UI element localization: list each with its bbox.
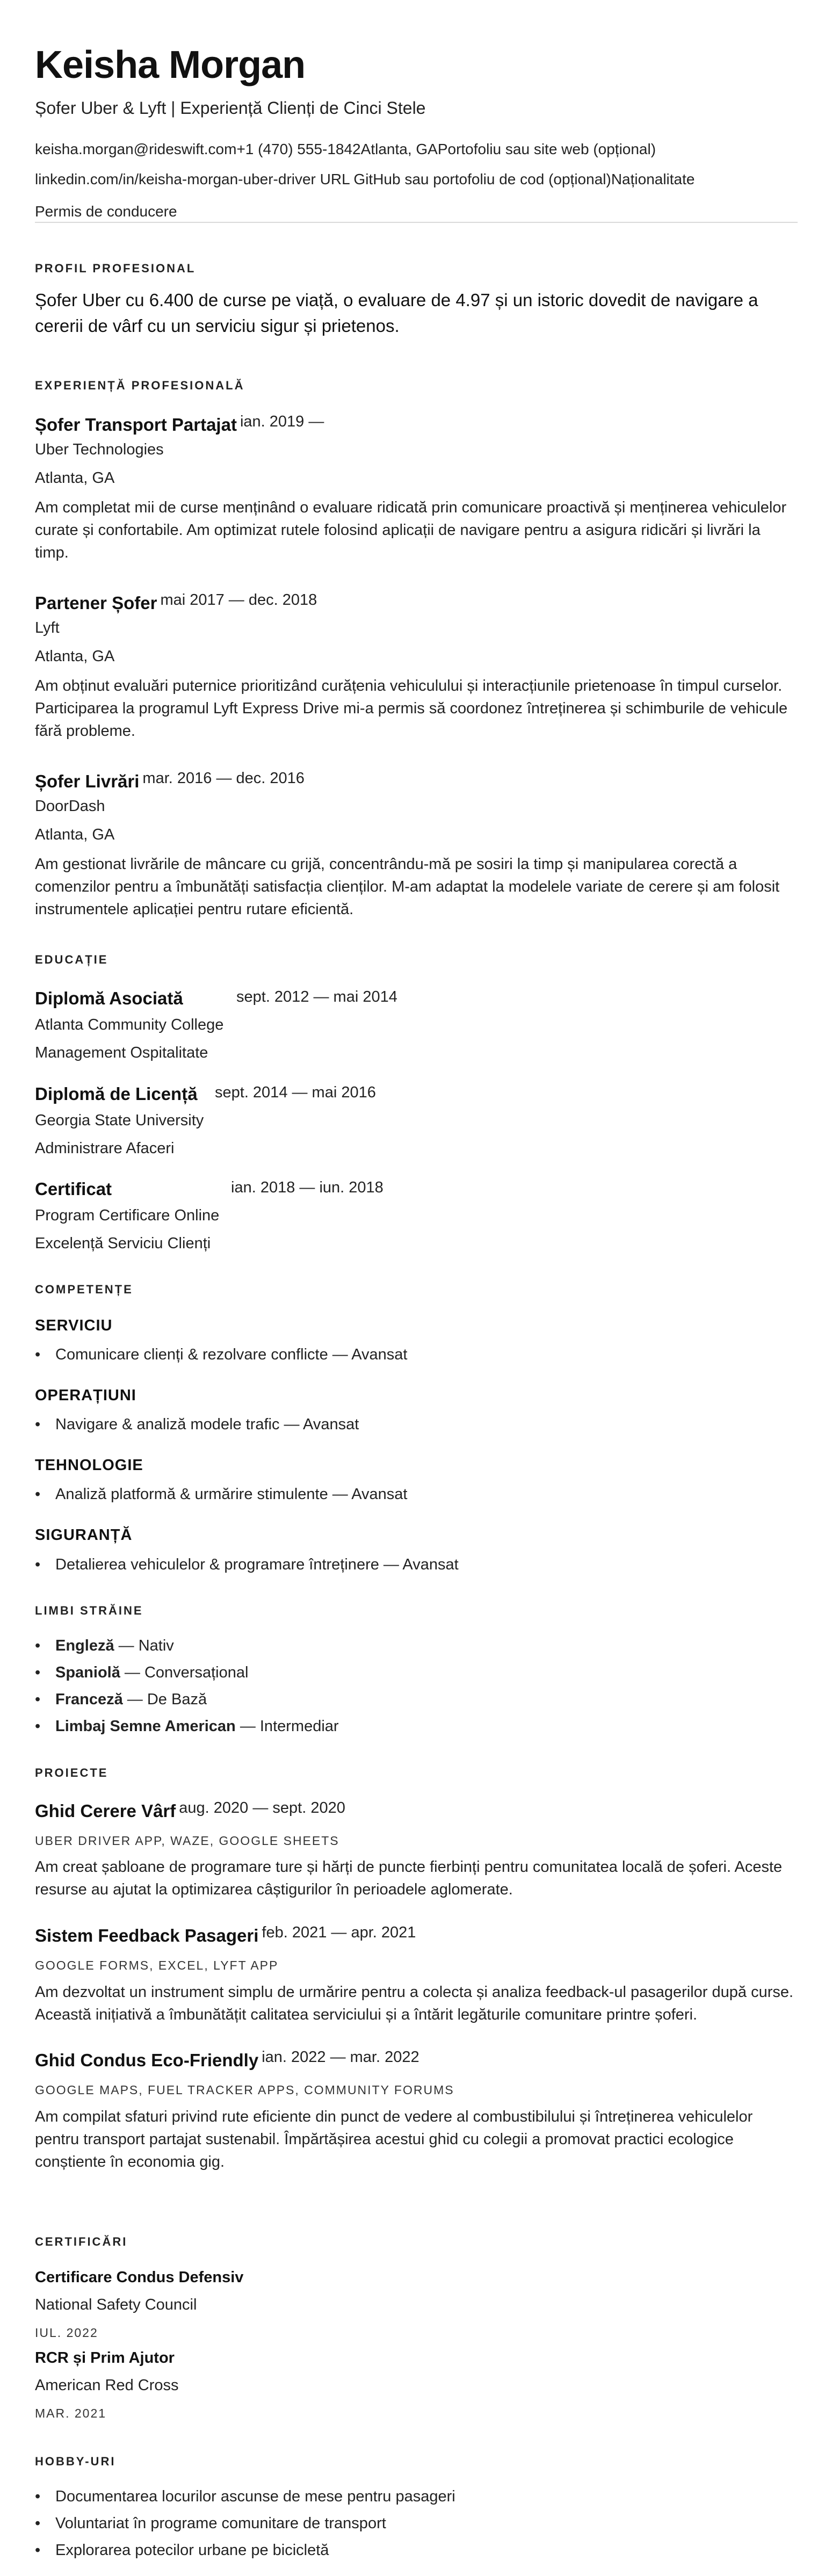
job-description: Am completat mii de curse menținând o evaluare ridicată prin comunicare proactivă și menținerea vehiculelor curate și confortabile. Am optimizat rutele folosind aplicații de navigare pentru a asigura ridicări și livrări la timp. [35, 499, 787, 561]
languages-section-title: LIMBI STRĂINE [35, 1604, 143, 1617]
experience-item-title [35, 771, 305, 792]
hobby-item: • Voluntariat în programe comunitare de transport [55, 2515, 386, 2532]
education-field: Excelență Serviciu Clienți [35, 1235, 211, 1252]
project-description: Am dezvoltat un instrument simplu de urmărire pentru a colecta și analiza feedback-ul pasagerilor după curse. Această inițiativă a îmbunătățit calitatea serviciului și a întărit legăturile comunitare printre șoferi. [35, 1984, 794, 2023]
header-divider [35, 222, 798, 223]
job-location: Atlanta, GA [35, 648, 115, 665]
hobby-item: • Explorarea potecilor urbane pe bicicletă [55, 2542, 329, 2559]
language-name: Limbaj Semne American [55, 1718, 236, 1735]
project-dates: feb. 2021 — apr. 2021 [262, 1924, 416, 1941]
github-link[interactable]: URL GitHub sau portofoliu de cod (opțional) [320, 171, 611, 187]
project-title [35, 2050, 419, 2071]
project-dates: ian. 2022 — mar. 2022 [262, 2049, 419, 2066]
education-school: Program Certificare Online [35, 1207, 220, 1224]
job-role: Șofer Transport Partajat [35, 415, 237, 435]
project-tech: GOOGLE MAPS, FUEL TRACKER APPS, COMMUNITY FORUMS [35, 2083, 454, 2097]
education-school: Atlanta Community College [35, 1016, 224, 1033]
project-tech: GOOGLE FORMS, EXCEL, LYFT APP [35, 1958, 279, 1972]
project-title [35, 1801, 345, 1821]
certification-date: MAR. 2021 [35, 2406, 107, 2420]
skill-category: OPERAȚIUNI [35, 1387, 136, 1404]
language-name: Franceză [55, 1691, 123, 1708]
education-dates: sept. 2014 — mai 2016 [215, 1084, 376, 1101]
language-item [55, 1637, 174, 1655]
education-dates: sept. 2012 — mai 2014 [236, 988, 397, 1005]
project-title [35, 1926, 416, 1946]
license-text: Permis de conducere [35, 203, 177, 220]
job-company: Lyft [35, 619, 60, 636]
linkedin-link[interactable]: linkedin.com/in/keisha-morgan-uber-driver [35, 171, 316, 187]
certification-issuer: National Safety Council [35, 2296, 197, 2313]
hobby-item: • Documentarea locurilor ascunse de mese pentru pasageri [55, 2488, 455, 2506]
skill-item: • Analiză platformă & urmărire stimulente — Avansat [55, 1486, 407, 1503]
portfolio-link[interactable]: Portofoliu sau site web (opțional) [437, 141, 656, 157]
experience-item-title [35, 593, 317, 613]
profile-summary: Șofer Uber cu 6.400 de curse pe viață, o evaluare de 4.97 și un istoric dovedit de navigare a cererii de vârf cu un serviciu sigur și prietenos. [35, 290, 758, 336]
education-dates: ian. 2018 — iun. 2018 [231, 1179, 383, 1196]
location-text: Atlanta, GA [360, 141, 438, 157]
job-dates: ian. 2019 — [240, 413, 324, 430]
education-degree: Certificat [35, 1179, 112, 1199]
skills-section-title: COMPETENȚE [35, 1283, 133, 1296]
project-name: Sistem Feedback Pasageri [35, 1926, 259, 1945]
job-description: Am gestionat livrările de mâncare cu grijă, concentrându-mă pe sosiri la timp și manipularea corectă a comenzilor pentru a îmbunătăți satisfacția clienților. M-am adaptat la modelele variate de cerere și am folosit instrumentele aplicației pentru rutare eficientă. [35, 856, 780, 918]
job-role: Șofer Livrări [35, 771, 140, 791]
skill-item: • Navigare & analiză modele trafic — Avansat [55, 1416, 359, 1434]
language-item [55, 1664, 248, 1682]
phone-link[interactable]: +1 (470) 555-1842 [236, 141, 361, 157]
education-field: Administrare Afaceri [35, 1140, 175, 1157]
candidate-headline: Șofer Uber & Lyft | Experiență Clienți de Cinci Stele [35, 98, 426, 118]
language-level: — Nativ [114, 1637, 174, 1654]
job-description: Am obținut evaluări puternice prioritizând curățenia vehiculului și interacțiunile prietenoase în timpul curselor. Participarea la programul Lyft Express Drive mi-a permis să coordonez întreținerea și schimburile de vehicule fără probleme. [35, 677, 788, 740]
job-company: Uber Technologies [35, 441, 164, 458]
language-name: Spaniolă [55, 1664, 120, 1681]
skill-item: • Detalierea vehiculelor & programare întreținere — Avansat [55, 1556, 459, 1574]
project-name: Ghid Cerere Vârf [35, 1801, 176, 1821]
language-item [55, 1718, 339, 1735]
experience-item-title [35, 415, 324, 435]
education-school: Georgia State University [35, 1112, 204, 1129]
project-tech: UBER DRIVER APP, WAZE, GOOGLE SHEETS [35, 1834, 339, 1848]
certifications-section-title: CERTIFICĂRI [35, 2235, 128, 2248]
skill-category: SERVICIU [35, 1317, 113, 1334]
education-degree: Diplomă de Licență [35, 1084, 198, 1104]
certification-issuer: American Red Cross [35, 2377, 179, 2394]
project-description: Am creat șabloane de programare ture și hărți de puncte fierbinți pentru comunitatea locală de șoferi. Aceste resurse au ajutat la optimizarea câștigurilor în perioadele aglomerate. [35, 1858, 783, 1898]
job-dates: mai 2017 — dec. 2018 [160, 591, 317, 609]
contact-line-1 [35, 141, 656, 158]
certification-date: IUL. 2022 [35, 2326, 98, 2340]
job-location: Atlanta, GA [35, 826, 115, 843]
skill-category: TEHNOLOGIE [35, 1457, 143, 1474]
email-link[interactable]: keisha.morgan@rideswift.com [35, 141, 237, 157]
language-name: Engleză [55, 1637, 114, 1654]
nationality-text: Naționalitate [611, 171, 695, 187]
language-level: — Intermediar [235, 1718, 339, 1735]
job-company: DoorDash [35, 798, 105, 815]
candidate-name: Keisha Morgan [35, 44, 306, 86]
education-field: Management Ospitalitate [35, 1044, 208, 1061]
skill-category: SIGURANȚĂ [35, 1526, 133, 1544]
profile-section-title: PROFIL PROFESIONAL [35, 262, 196, 275]
contact-line-2 [35, 171, 694, 188]
education-section-title: EDUCAȚIE [35, 953, 108, 966]
language-level: — Conversațional [120, 1664, 249, 1681]
job-dates: mar. 2016 — dec. 2016 [142, 770, 305, 787]
language-level: — De Bază [122, 1691, 207, 1708]
skill-item: • Comunicare clienți & rezolvare conflicte — Avansat [55, 1346, 408, 1364]
certification-name: Certificare Condus Defensiv [35, 2269, 244, 2286]
experience-section-title: EXPERIENȚĂ PROFESIONALĂ [35, 379, 245, 392]
job-role: Partener Șofer [35, 593, 157, 613]
job-location: Atlanta, GA [35, 469, 115, 487]
project-description: Am compilat sfaturi privind rute eficiente din punct de vedere al combustibilului și întreținerea vehiculelor pentru transport partajat sustenabil. Împărtășirea acestui ghid cu colegii a promovat practici ecologice conștiente în economia gig. [35, 2108, 753, 2170]
certification-name: RCR și Prim Ajutor [35, 2349, 175, 2367]
project-dates: aug. 2020 — sept. 2020 [179, 1799, 345, 1817]
education-degree: Diplomă Asociată [35, 988, 183, 1008]
hobbies-section-title: HOBBY-URI [35, 2455, 116, 2468]
language-item [55, 1691, 207, 1709]
project-name: Ghid Condus Eco-Friendly [35, 2050, 259, 2070]
projects-section-title: PROIECTE [35, 1766, 108, 1779]
